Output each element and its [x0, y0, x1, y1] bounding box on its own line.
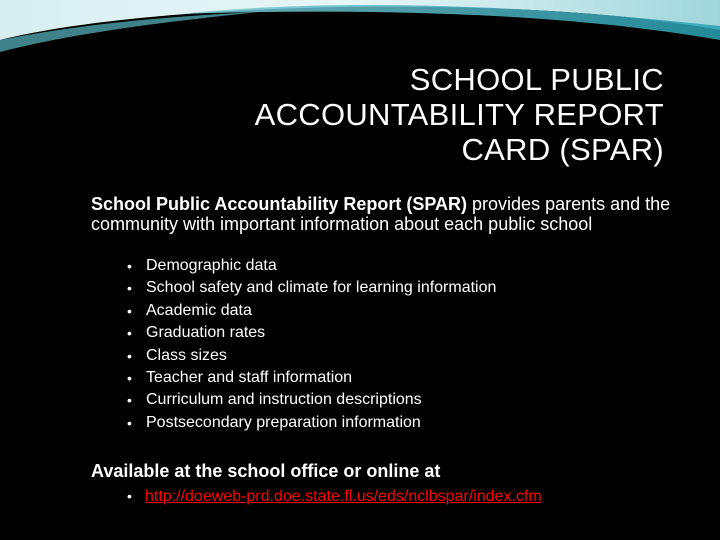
- title-line-1: SCHOOL PUBLIC: [409, 62, 664, 97]
- availability-heading: Available at the school office or online at: [91, 461, 441, 481]
- intro-bold-text: School Public Accountability Report (SPAR): [91, 194, 468, 214]
- list-item: • Class sizes: [127, 346, 687, 368]
- list-item: • Graduation rates: [127, 323, 687, 345]
- bullet-icon: •: [127, 488, 132, 504]
- list-item: • Demographic data: [127, 256, 687, 278]
- list-item: • Academic data: [127, 301, 687, 323]
- link-row: [127, 486, 707, 507]
- spar-link[interactable]: http://doeweb-prd.doe.state.fl.us/eds/nclbspar/index.cfm: [145, 488, 542, 505]
- list-item: • School safety and climate for learning information: [127, 278, 687, 300]
- title-line-3: CARD (SPAR): [461, 132, 664, 167]
- intro-paragraph: [91, 194, 681, 234]
- list-item: • Postsecondary preparation information: [127, 413, 687, 435]
- info-bullet-list: [127, 256, 687, 435]
- title-line-2: ACCOUNTABILITY REPORT: [254, 97, 664, 132]
- list-item: • Teacher and staff information: [127, 368, 687, 390]
- slide-title: [144, 62, 664, 167]
- intro-text: provides parents and the community with important information about each public school: [91, 194, 671, 234]
- list-item: • Curriculum and instruction descriptions: [127, 390, 687, 412]
